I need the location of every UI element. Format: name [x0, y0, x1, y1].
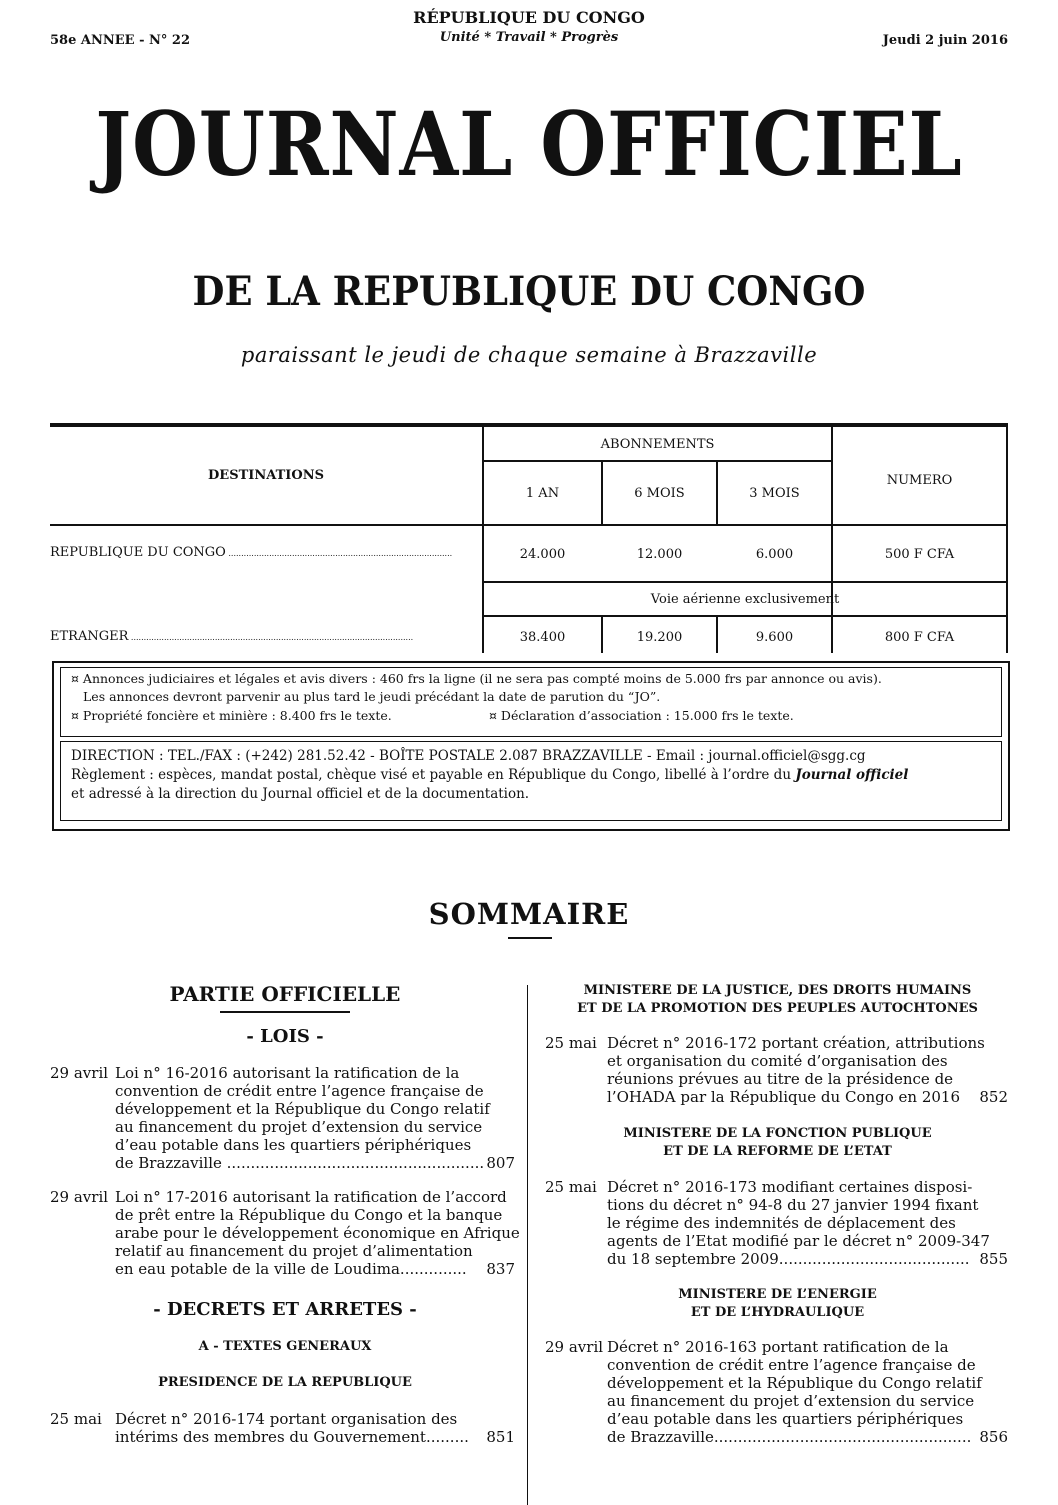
- column-divider: [527, 985, 528, 1505]
- row-dest-congo: REPUBLIQUE DU CONGO ........................................................................................: [50, 545, 453, 560]
- direction-box: [60, 741, 1002, 821]
- entry-date: 29 avril: [50, 1064, 109, 1082]
- entry-date: 29 avril: [545, 1338, 604, 1356]
- partie-rule: [220, 1011, 350, 1013]
- col-abonnements: ABONNEMENTS: [600, 437, 715, 452]
- col-destinations: DESTINATIONS: [208, 468, 324, 483]
- entry-text: Décret n° 2016-174 portant organisation des intérims des membres du Gouvernement.........: [115, 1410, 469, 1446]
- ministere-energie-heading: MINISTERE DE L’ENERGIE ET DE L’HYDRAULIQUE: [678, 1287, 877, 1320]
- direction-contact: DIRECTION : TEL./FAX : (+242) 281.52.42 - BOÎTE POSTALE 2.087 BRAZZAVILLE - Email : journal.officiel@sgg.cg: [71, 748, 866, 764]
- entry-page: 852: [979, 1088, 1008, 1106]
- entry-text: Décret n° 2016-172 portant création, attributions et organisation du comité d’organisation des réunions prévues au titre de la présidence de l’OHADA par la République du Congo en 2016: [607, 1034, 985, 1106]
- notice-delai: Les annonces devront parvenir au plus tard le jeudi précédant la date de parution du “JO”.: [83, 689, 661, 704]
- row-dest-etranger: ETRANGER ...............................................................................................................: [50, 629, 414, 644]
- ministere-fonction-publique-heading: MINISTERE DE LA FONCTION PUBLIQUE ET DE LA REFORME DE L’ETAT: [623, 1126, 932, 1159]
- lois-heading: - LOIS -: [246, 1026, 324, 1047]
- entry-date: 25 mai: [545, 1034, 597, 1052]
- ministere-justice-heading: MINISTERE DE LA JUSTICE, DES DROITS HUMAINS ET DE LA PROMOTION DES PEUPLES AUTOCHTONES: [577, 983, 978, 1016]
- header-country: RÉPUBLIQUE DU CONGO: [413, 8, 645, 27]
- row2-numero: 800 F CFA: [884, 630, 955, 645]
- entry-text: Loi n° 17-2016 autorisant la ratification de l’accord de prêt entre la République du Congo et la banque arabe pour le développement économique en Afrique relatif au financement du projet d’alimentation en eau potable de la ville de Loudima..............: [115, 1188, 520, 1278]
- col-numero: NUMERO: [886, 473, 953, 488]
- masthead-tagline: paraissant le jeudi de chaque semaine à Brazzaville: [240, 343, 818, 367]
- masthead-title: JOURNAL OFFICIEL: [95, 92, 963, 196]
- textes-generaux-heading: A - TEXTES GENERAUX: [198, 1339, 372, 1354]
- notice-association: ¤ Déclaration d’association : 15.000 frs le texte.: [489, 708, 794, 723]
- voie-aerienne: Voie aérienne exclusivement: [650, 592, 840, 607]
- notices-box: [52, 661, 1010, 831]
- col-3mois: 3 MOIS: [749, 486, 800, 501]
- entry-text: Loi n° 16-2016 autorisant la ratification de la convention de crédit entre l’agence française de développement et la République du Congo relatif au financement du projet d’extension du service d’eau potable dans les quartiers périphériques de Brazzaville ......................................................: [115, 1064, 490, 1172]
- col-6mois: 6 MOIS: [634, 486, 685, 501]
- col-1an: 1 AN: [525, 486, 560, 501]
- reglement-text: Règlement : espèces, mandat postal, chèque visé et payable en République du Congo, libellé à l’ordre du Journal officiel: [71, 767, 909, 783]
- entry-page: 851: [486, 1428, 515, 1446]
- entry-text: Décret n° 2016-163 portant ratification de la convention de crédit entre l’agence française de développement et la République du Congo relatif au financement du projet d’extension du service d’eau potable dans les quartiers périphériques de Brazzaville......................................................: [607, 1338, 982, 1446]
- row1-numero: 500 F CFA: [884, 547, 955, 562]
- presidence-heading: PRESIDENCE DE LA REPUBLIQUE: [158, 1375, 412, 1390]
- sommaire-title: SOMMAIRE: [428, 897, 630, 931]
- entry-page: 807: [486, 1154, 515, 1172]
- header-motto: Unité * Travail * Progrès: [439, 30, 619, 45]
- entry-page: 855: [979, 1250, 1008, 1268]
- tarifs-box: [60, 667, 1002, 737]
- subscription-table: [50, 427, 1008, 653]
- entry-date: 29 avril: [50, 1188, 109, 1206]
- row1-6mois: 12.000: [636, 547, 683, 562]
- sommaire-rule: [508, 937, 552, 939]
- decrets-heading: - DECRETS ET ARRETES -: [153, 1299, 417, 1320]
- entry-text: Décret n° 2016-173 modifiant certaines disposi- tions du décret n° 94-8 du 27 janvier 1994 fixant le régime des indemnités de déplacement des agents de l’Etat modifié par le décret n° 2009-347 du 18 septembre 2009........................................: [607, 1178, 990, 1268]
- notice-annonces: ¤ Annonces judiciaires et légales et avis divers : 460 frs la ligne (il ne sera pas compté moins de 5.000 frs par annonce ou avis).: [71, 671, 882, 686]
- row2-3mois: 9.600: [755, 630, 794, 645]
- row2-6mois: 19.200: [636, 630, 683, 645]
- issue-number: 58e ANNEE - N° 22: [50, 33, 191, 48]
- entry-date: 25 mai: [545, 1178, 597, 1196]
- issue-date: Jeudi 2 juin 2016: [882, 33, 1008, 48]
- row1-3mois: 6.000: [755, 547, 794, 562]
- partie-officielle: PARTIE OFFICIELLE: [169, 982, 401, 1006]
- adresse-text: et adressé à la direction du Journal officiel et de la documentation.: [71, 786, 530, 802]
- entry-page: 856: [979, 1428, 1008, 1446]
- entry-page: 837: [486, 1260, 515, 1278]
- entry-date: 25 mai: [50, 1410, 102, 1428]
- masthead-subtitle: DE LA REPUBLIQUE DU CONGO: [192, 268, 866, 315]
- row2-1an: 38.400: [519, 630, 566, 645]
- notice-propriete: ¤ Propriété foncière et minière : 8.400 frs le texte.: [71, 708, 392, 723]
- row1-1an: 24.000: [519, 547, 566, 562]
